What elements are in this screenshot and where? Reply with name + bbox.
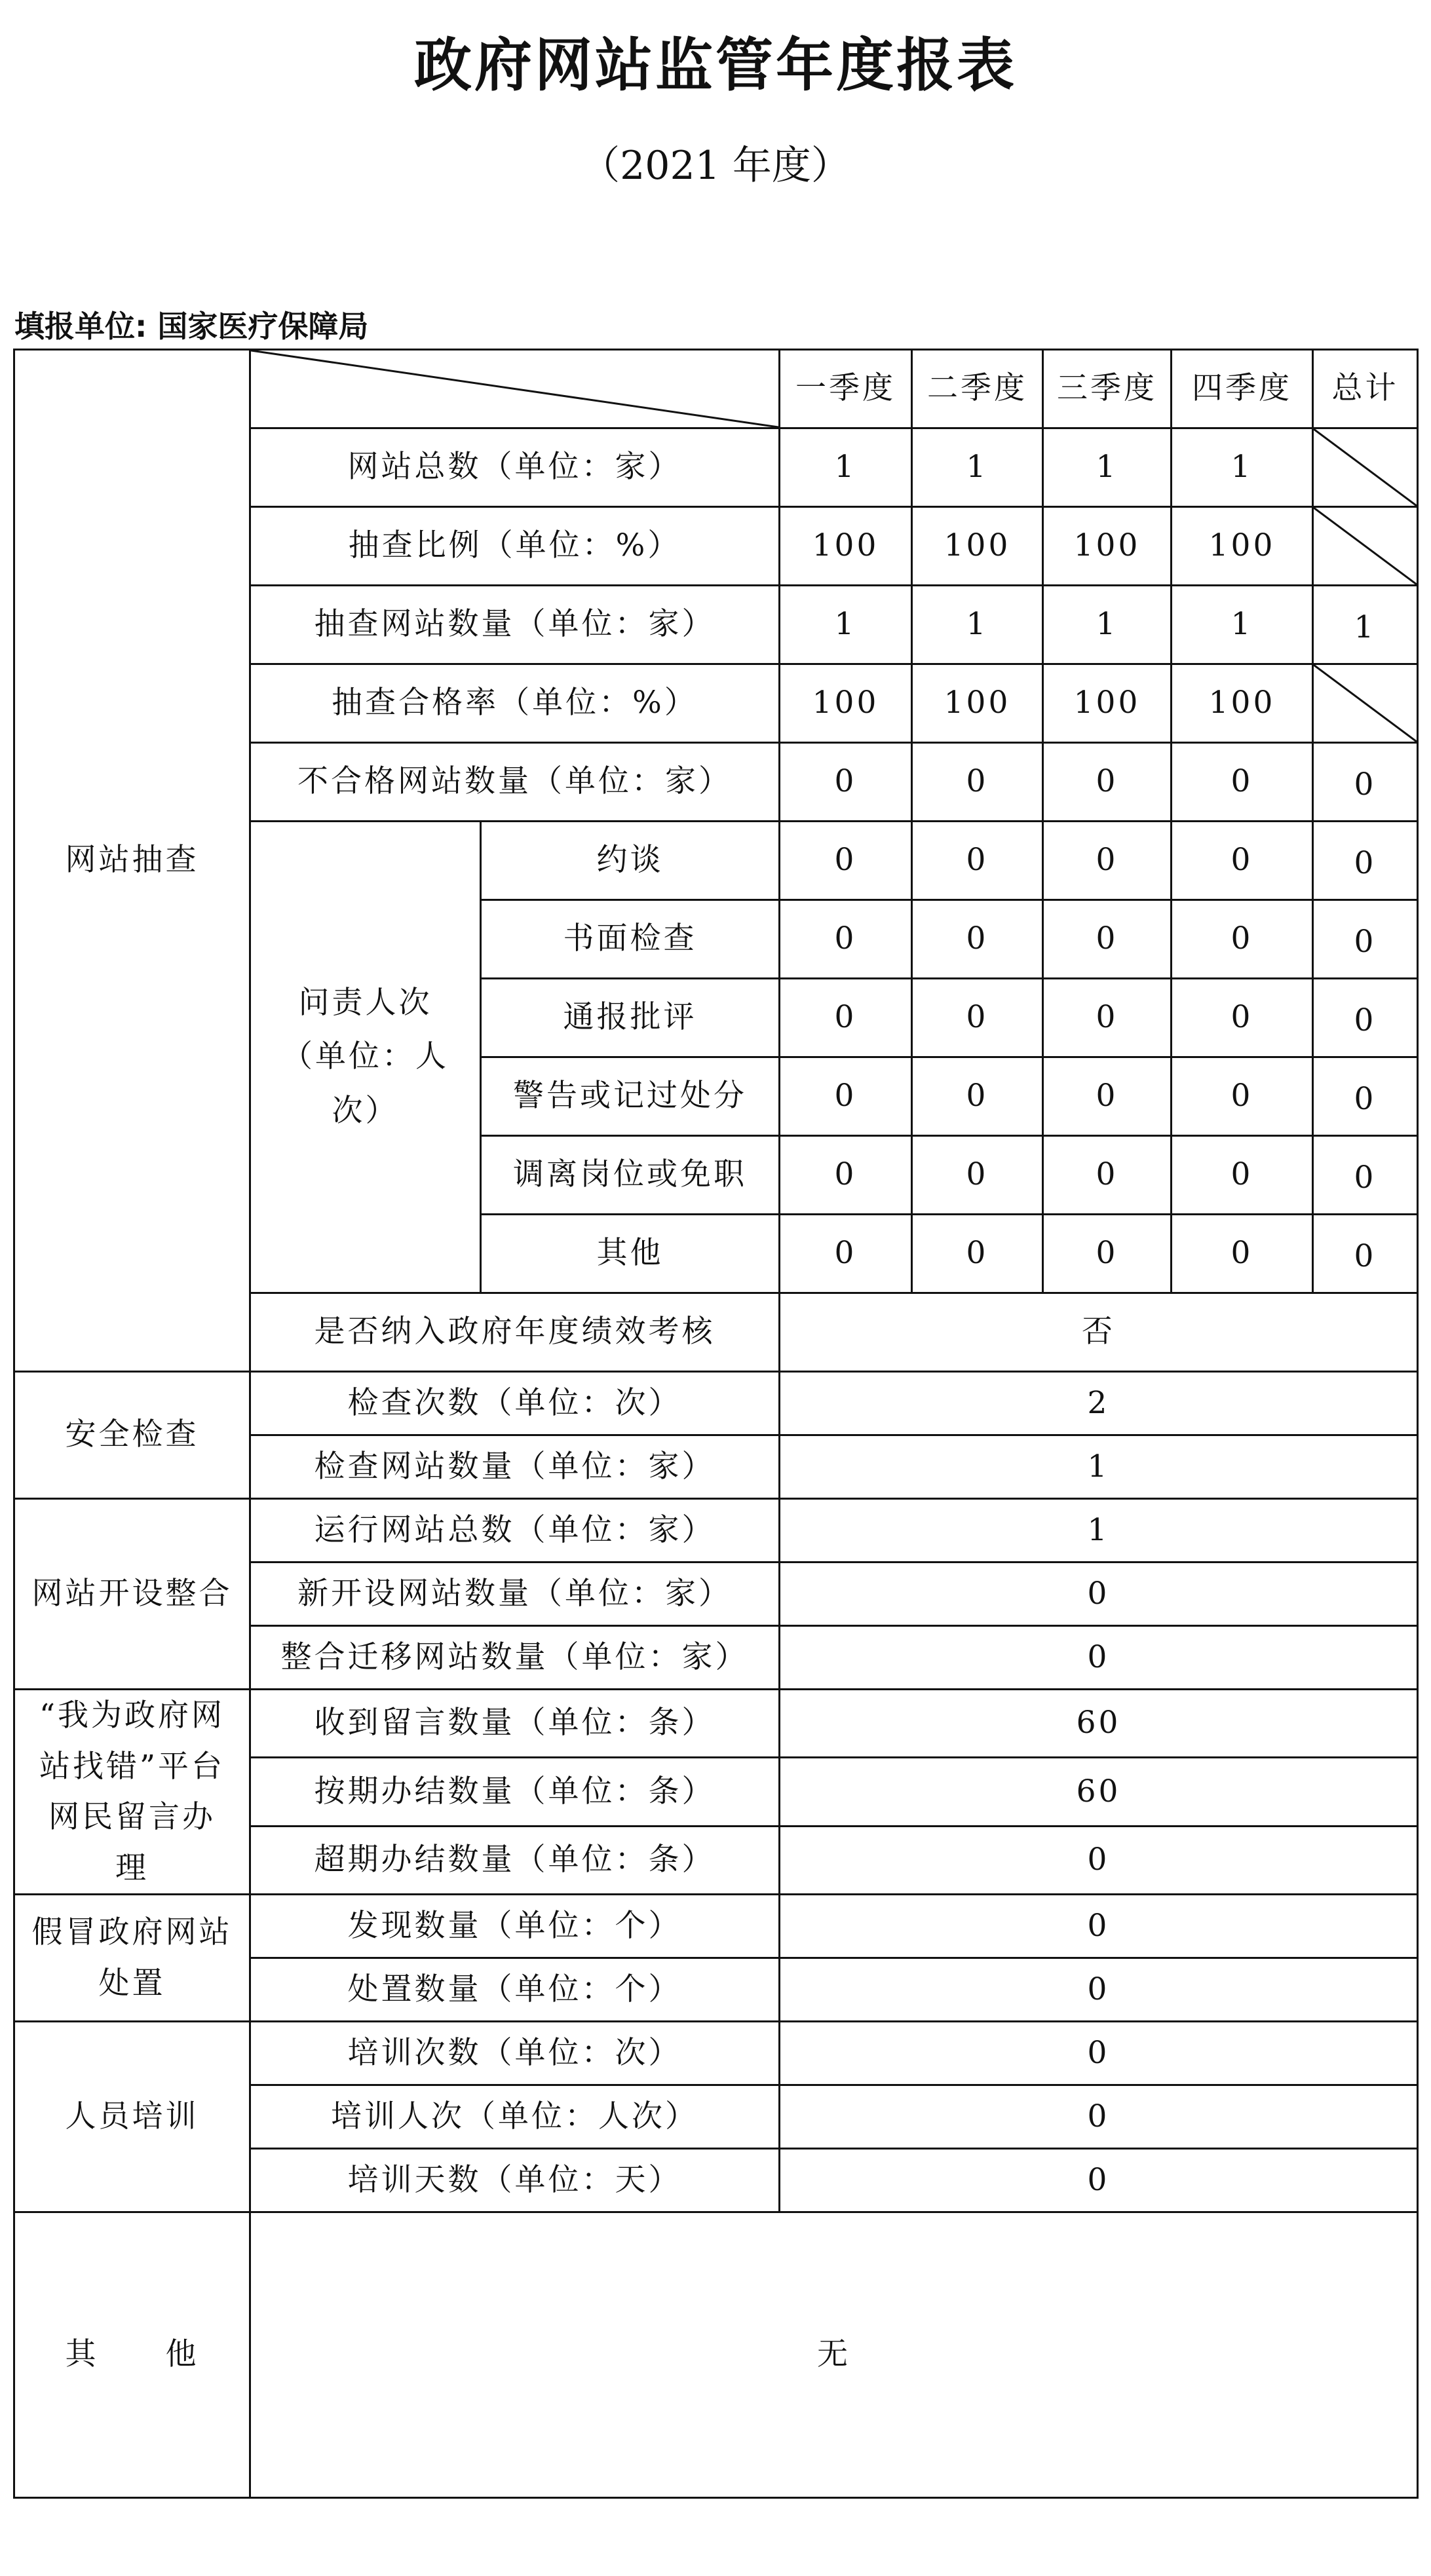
cell-value: 0	[780, 743, 912, 822]
table-row	[14, 1499, 1418, 1563]
cell-value: 0	[780, 1215, 912, 1293]
cell-value: 0	[1043, 1057, 1172, 1136]
cell-total: 0	[1313, 900, 1418, 979]
header-diagonal-cell	[250, 350, 780, 428]
accountability-label: 问责人次（单位：人次）	[250, 822, 481, 1293]
cell-value: 1	[1172, 428, 1313, 507]
row-label: 抽查网站数量（单位：家）	[250, 586, 780, 664]
report-table	[13, 349, 1419, 2499]
section-messages: “我为政府网站找错”平台网民留言办理	[14, 1690, 250, 1895]
cell-value: 0	[1043, 1215, 1172, 1293]
cell-value: 0	[1043, 822, 1172, 900]
cell-value: 0	[1172, 1057, 1313, 1136]
header-q4: 四季度	[1172, 350, 1313, 428]
cell-total: 0	[1313, 1215, 1418, 1293]
cell-value: 0	[780, 900, 912, 979]
row-label: 其他	[481, 1215, 780, 1293]
row-label: 检查网站数量（单位：家）	[250, 1435, 780, 1499]
table-row	[14, 1690, 1418, 1758]
row-label: 网站总数（单位：家）	[250, 428, 780, 507]
reporting-unit: 填报单位: 国家医疗保障局	[14, 309, 369, 344]
row-label: 培训人次（单位：人次）	[250, 2085, 780, 2149]
cell-value: 0	[780, 1958, 1418, 2022]
row-label: 收到留言数量（单位：条）	[250, 1690, 780, 1758]
row-label: 书面检查	[481, 900, 780, 979]
cell-value: 100	[1043, 664, 1172, 743]
cell-value: 1	[780, 586, 912, 664]
row-label: 约谈	[481, 822, 780, 900]
cell-value: 0	[780, 1136, 912, 1215]
row-label: 处置数量（单位：个）	[250, 1958, 780, 2022]
header-total: 总计	[1313, 350, 1418, 428]
header-q3: 三季度	[1043, 350, 1172, 428]
row-label: 发现数量（单位：个）	[250, 1895, 780, 1958]
cell-value: 0	[912, 900, 1043, 979]
row-label: 调离岗位或免职	[481, 1136, 780, 1215]
cell-value: 1	[1043, 428, 1172, 507]
cell-value: 0	[912, 979, 1043, 1057]
cell-value: 0	[1043, 1136, 1172, 1215]
cell-value: 否	[780, 1293, 1418, 1372]
row-label: 超期办结数量（单位：条）	[250, 1826, 780, 1894]
section-website-integration: 网站开设整合	[14, 1499, 250, 1690]
cell-value: 1	[1172, 586, 1313, 664]
cell-value: 0	[1172, 1215, 1313, 1293]
cell-value: 100	[780, 664, 912, 743]
cell-value: 0	[780, 2022, 1418, 2085]
cell-value: 2	[780, 1372, 1418, 1435]
cell-value: 0	[780, 1057, 912, 1136]
section-other: 其 他	[14, 2212, 250, 2498]
cell-value: 0	[1043, 743, 1172, 822]
cell-value: 0	[912, 1057, 1043, 1136]
cell-value: 0	[780, 2149, 1418, 2212]
total-empty-cell	[1313, 664, 1418, 743]
cell-value: 0	[912, 743, 1043, 822]
cell-value: 0	[780, 979, 912, 1057]
row-label: 不合格网站数量（单位：家）	[250, 743, 780, 822]
cell-value: 100	[912, 507, 1043, 586]
cell-value: 100	[780, 507, 912, 586]
cell-value: 1	[780, 1499, 1418, 1563]
cell-value: 60	[780, 1758, 1418, 1826]
cell-total: 0	[1313, 743, 1418, 822]
cell-value: 100	[1172, 507, 1313, 586]
cell-value: 0	[912, 1136, 1043, 1215]
cell-total: 0	[1313, 822, 1418, 900]
cell-value: 1	[912, 586, 1043, 664]
row-label: 抽查比例（单位：%）	[250, 507, 780, 586]
report-title: 政府网站监管年度报表	[413, 31, 1017, 99]
table-row	[14, 2022, 1418, 2085]
cell-total: 1	[1313, 586, 1418, 664]
header-q2: 二季度	[912, 350, 1043, 428]
cell-value: 0	[912, 1215, 1043, 1293]
cell-value: 1	[912, 428, 1043, 507]
total-empty-cell	[1313, 507, 1418, 586]
cell-value: 0	[1172, 979, 1313, 1057]
cell-value: 0	[1172, 822, 1313, 900]
cell-value: 0	[912, 822, 1043, 900]
cell-total: 0	[1313, 979, 1418, 1057]
cell-value: 0	[1172, 1136, 1313, 1215]
row-label: 按期办结数量（单位：条）	[250, 1758, 780, 1826]
cell-total: 0	[1313, 1136, 1418, 1215]
section-security-check: 安全检查	[14, 1372, 250, 1499]
header-q1: 一季度	[780, 350, 912, 428]
section-spot-check: 网站抽查	[14, 350, 250, 1372]
row-label: 抽查合格率（单位：%）	[250, 664, 780, 743]
cell-value: 100	[912, 664, 1043, 743]
total-empty-cell	[1313, 428, 1418, 507]
row-label: 检查次数（单位：次）	[250, 1372, 780, 1435]
cell-value: 0	[780, 1895, 1418, 1958]
cell-value: 0	[1043, 900, 1172, 979]
cell-value: 100	[1043, 507, 1172, 586]
cell-value: 0	[1043, 979, 1172, 1057]
table-row	[14, 1372, 1418, 1435]
cell-value: 100	[1172, 664, 1313, 743]
row-label: 通报批评	[481, 979, 780, 1057]
row-label: 运行网站总数（单位：家）	[250, 1499, 780, 1563]
table-row	[14, 1895, 1418, 1958]
row-label: 培训天数（单位：天）	[250, 2149, 780, 2212]
cell-value: 0	[780, 1563, 1418, 1626]
cell-value: 1	[780, 1435, 1418, 1499]
row-label: 警告或记过处分	[481, 1057, 780, 1136]
cell-value: 0	[780, 2085, 1418, 2149]
cell-value: 无	[250, 2212, 1418, 2498]
row-label: 培训次数（单位：次）	[250, 2022, 780, 2085]
section-counterfeit: 假冒政府网站处置	[14, 1895, 250, 2022]
section-training: 人员培训	[14, 2022, 250, 2212]
cell-value: 1	[780, 428, 912, 507]
report-year: （2021 年度）	[581, 143, 850, 189]
cell-total: 0	[1313, 1057, 1418, 1136]
cell-value: 0	[1172, 900, 1313, 979]
cell-value: 0	[780, 1826, 1418, 1894]
cell-value: 60	[780, 1690, 1418, 1758]
cell-value: 0	[1172, 743, 1313, 822]
row-label: 整合迁移网站数量（单位：家）	[250, 1626, 780, 1690]
cell-value: 0	[780, 822, 912, 900]
cell-value: 0	[780, 1626, 1418, 1690]
cell-value: 1	[1043, 586, 1172, 664]
row-label: 新开设网站数量（单位：家）	[250, 1563, 780, 1626]
row-label: 是否纳入政府年度绩效考核	[250, 1293, 780, 1372]
table-row	[14, 2212, 1418, 2498]
